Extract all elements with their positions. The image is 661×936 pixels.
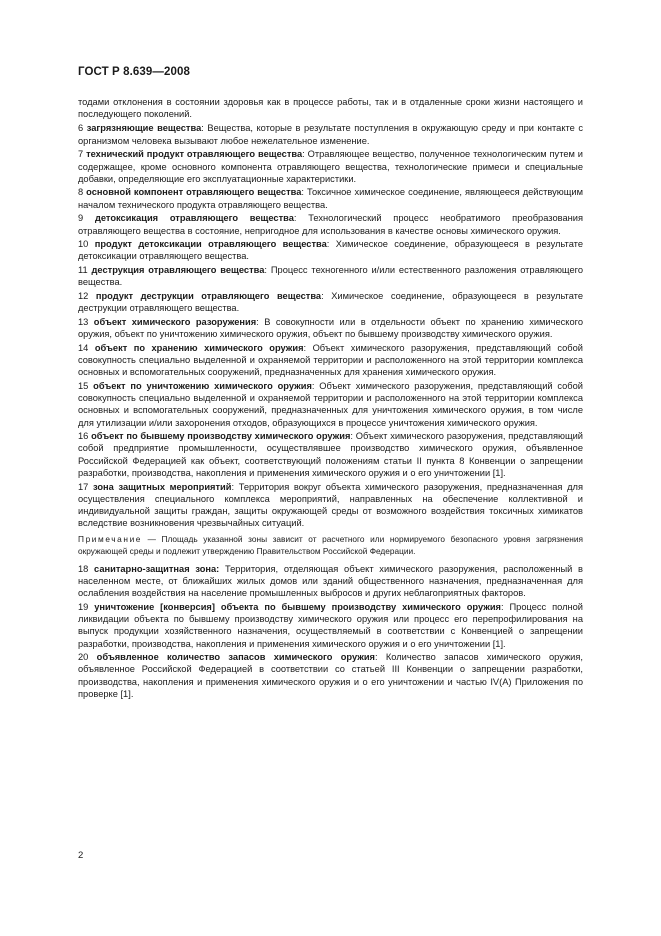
term-number: 11 <box>78 265 88 276</box>
term-definition: Отравляющее вещество, полученное технологическим путем и содержащее, кроме основного компонента отравляющего вещества, технологические примеси и специальные добавки, определяющие его эксплуатационные характеристики. <box>78 149 584 184</box>
term-name: уничтожение [конверсия] объекта по бывшему производству химического оружия <box>94 601 501 612</box>
term-entry <box>78 563 583 600</box>
term-entry: 7 технический продукт отравляющего вещества: Отравляющее вещество, полученное технологическим путем и содержащее, кроме основного компонента отравляющего вещества, технологические примеси и специальные добавки, определяющие его эксплуатационные характеристики. <box>78 149 584 184</box>
term-definition: Процесс полной ликвидации объекта по бывшему производству химического оружия или процесс его перепрофилирования на выпуск продукции хозяйственного назначения, осуществляемый в соответствии с Конвенцией о запрещении разработки, производства, накопления и применения химического оружия и о его уничтожении [1]. <box>78 601 584 649</box>
term-number: 10 <box>78 239 89 250</box>
term-entry: 16 объект по бывшему производству химического оружия: Объект химического разоружения, представляющий собой предприятие промышленности, осуществлявшее производство химического оружия, объявленное Российской Федерацией как объект, соответствующий положениям статьи II пункта 8 Конвенции о запрещении разработки, производства, накопления и применения химического оружия и о его уничтожении [1]. <box>78 431 583 478</box>
term-entry: 13 объект химического разоружения: В совокупности или в отдельности объект по хранению химического оружия, объект по уничтожению химического оружия, объект по бывшему производству химического оружия. <box>78 316 583 340</box>
term-entry: 6 загрязняющие вещества: Вещества, которые в результате поступления в окружающую среду и при контакте с организмом человека вызывают любое нежелательное изменение. <box>78 123 584 146</box>
term-name: детоксикация отравляющего вещества <box>94 213 294 224</box>
term-number: 15 <box>78 380 89 391</box>
note-label: Примечание <box>78 534 143 545</box>
term-entry: 9 детоксикация отравляющего вещества: Технологический процесс необратимого преобразования отравляющего вещества в состояние, непригодное для использования в качестве основы химического оружия. <box>78 213 583 236</box>
term-number: 14 <box>78 342 89 353</box>
term-definition: Процесс техногенного и/или естественного разложения отравляющего вещества. <box>78 265 584 288</box>
term-number: 18 <box>78 563 89 574</box>
terms-list <box>78 122 583 529</box>
term-number: 20 <box>78 652 89 663</box>
term-name: технический продукт отравляющего вещества <box>86 149 303 160</box>
term-number: 13 <box>78 316 89 327</box>
term-definition: Химическое соединение, образующееся в результате деструкции отравляющего вещества. <box>78 291 583 314</box>
term-definition: Вещества, которые в результате поступления в окружающую среду и при контакте с организмом человека вызывают любое нежелательное изменение. <box>78 123 584 146</box>
term-name: продукт детоксикации отравляющего вещества <box>94 239 327 250</box>
term-definition: Объект химического разоружения, представляющий собой совокупность специально выделенной и охраняемой территории и расположенного на этой территории комплекса основных и вспомогательных сооружений, предназначенных для уничтожения химического оружия, в том числе для утилизации и/или захоронения отходов, образующихся в процессе уничтожения химического оружия. <box>78 380 583 428</box>
term-definition: Объект химического разоружения, представляющий собой совокупность специально выделенной и охраняемой территории и расположенного на этой территории комплекса основных и вспомогательных сооружений, предназначенных для хранения химического оружия. <box>78 342 583 378</box>
term-name: зона защитных мероприятий <box>92 481 232 492</box>
term-name: объект по бывшему производству химического оружия <box>91 431 351 442</box>
term-name: объект по хранению химического оружия <box>94 342 304 353</box>
term-number: 8 <box>78 187 84 198</box>
term-definition: Токсичное химическое соединение, являющееся действующим началом технического продукта отравляющего вещества. <box>78 187 583 210</box>
note-paragraph: Примечание — Площадь указанной зоны зависит от расчетного или нормируемого безопасного уровня загрязнения окружающей среды и подлежит утверждению Правительством Российской Федерации. <box>78 534 583 556</box>
term-entry: 8 основной компонент отравляющего вещества: Токсичное химическое соединение, являющееся действующим началом технического продукта отравляющего вещества. <box>78 187 583 210</box>
page-number: 2 <box>78 850 84 861</box>
term-entry: 14 объект по хранению химического оружия: Объект химического разоружения, представляющий собой совокупность специально выделенной и охраняемой территории и расположенного на этой территории комплекса основных и вспомогательных сооружений, предназначенных для хранения химического оружия. <box>78 342 583 378</box>
term-entry: 10 продукт детоксикации отравляющего вещества: Химическое соединение, образующееся в результате детоксикации отравляющего вещества. <box>78 239 583 262</box>
term-definition: Химическое соединение, образующееся в результате детоксикации отравляющего вещества. <box>78 239 583 262</box>
term-number: 16 <box>78 431 89 442</box>
term-name: продукт деструкции отравляющего вещества <box>95 291 322 302</box>
term-number: 12 <box>78 291 89 302</box>
term-name: деструкция отравляющего вещества <box>91 265 265 276</box>
document-body <box>78 96 583 702</box>
term-definition: Объект химического разоружения, представляющий собой предприятие промышленности, осуществлявшее производство химического оружия, объявленное Российской Федерацией как объект, соответствующий положениям статьи II пункта 8 Конвенции о запрещении разработки, производства, накопления и применения химического оружия и о его уничтожении [1]. <box>78 431 583 478</box>
term-entry: 17 зона защитных мероприятий: Территория вокруг объекта химического разоружения, предназначенная для осуществления специального комплекса мероприятий, направленных на обеспечение коллективной и индивидуальной защиты граждан, защиты окружающей среды от возможного воздействия токсичных химикатов вследствие возникновения чрезвычайных ситуаций. <box>78 481 583 529</box>
term-definition: Территория вокруг объекта химического разоружения, предназначенная для осуществления специального комплекса мероприятий, направленных на обеспечение коллективной и индивидуальной защиты граждан, защиты окружающей среды от возможного воздействия токсичных химикатов вследствие возникновения чрезвычайных ситуаций. <box>78 481 583 529</box>
term-entry: 15 объект по уничтожению химического оружия: Объект химического разоружения, представляющий собой совокупность специально выделенной и охраняемой территории и расположенного на этой территории комплекса основных и вспомогательных сооружений, предназначенных для уничтожения химического оружия, в том числе для утилизации и/или захоронения отходов, образующихся в процессе уничтожения химического оружия. <box>78 380 583 428</box>
term-entry: 20 объявленное количество запасов химического оружия: Количество запасов химического оружия, объявленное Российской Федерацией в соответствии со статьей III Конвенции о запрещении разработки, производства, накопления и применения химического оружия и о его уничтожении и частью IV(A) Приложения по проверке [1]. <box>78 652 583 699</box>
term-name: санитарно-защитная зона: <box>94 563 220 574</box>
term-number: 7 <box>78 149 84 160</box>
note-text: Площадь указанной зоны зависит от расчетного или нормируемого безопасного уровня загрязнения окружающей среды и подлежит утверждению Правительством Российской Федерации. <box>78 534 583 556</box>
term-number: 19 <box>78 601 89 612</box>
term-name: загрязняющие вещества <box>86 123 202 134</box>
document-header: ГОСТ Р 8.639—2008 <box>78 66 190 78</box>
term-definition: В совокупности или в отдельности объект по хранению химического оружия, объект по уничтожению химического оружия, объект по бывшему производству химического оружия. <box>78 316 583 340</box>
term-entry: 19 уничтожение [конверсия] объекта по бывшему производству химического оружия: Процесс полной ликвидации объекта по бывшему производству химического оружия или процесс его перепрофилирования на выпуск продукции хозяйственного назначения, осуществляемый в соответствии с Конвенцией о запрещении разработки, производства, накопления и применения химического оружия и о его уничтожении [1]. <box>78 601 584 649</box>
term-entry: 11 деструкция отравляющего вещества: Процесс техногенного и/или естественного разложения отравляющего вещества. <box>78 265 584 288</box>
term-definition: Технологический процесс необратимого преобразования отравляющего вещества в состояние, непригодное для использования в качестве основы химического оружия. <box>78 213 583 236</box>
term-name: объект химического разоружения <box>93 316 257 327</box>
term-definition: Территория, отделяющая объект химического разоружения, расположенный в населенном месте, от ближайших жилых домов или зданий общественного назначения, предназначенная для ослабления воздействия на население промышленных выбросов и других неблагоприятных факторов. <box>78 563 583 599</box>
term-name: объявленное количество запасов химического оружия <box>96 652 375 663</box>
term-name: объект по уничтожению химического оружия <box>93 380 312 391</box>
term-entry: 12 продукт деструкции отравляющего вещества: Химическое соединение, образующееся в результате деструкции отравляющего вещества. <box>78 291 583 314</box>
term-number: 17 <box>78 481 89 492</box>
term-name: основной компонент отравляющего вещества <box>86 187 302 198</box>
terms-list-continued <box>78 563 583 700</box>
term-definition: Количество запасов химического оружия, объявленное Российской Федерацией в соответствии со статьей III Конвенции о запрещении разработки, производства, накопления и применения химического оружия и о его уничтожении и частью IV(A) Приложения по проверке [1]. <box>78 652 583 699</box>
term-number: 6 <box>78 123 84 134</box>
term-number: 9 <box>78 213 84 224</box>
continuation-paragraph: тодами отклонения в состоянии здоровья как в процессе работы, так и в отдаленные сроки жизни настоящего и последующего поколений. <box>78 97 583 120</box>
